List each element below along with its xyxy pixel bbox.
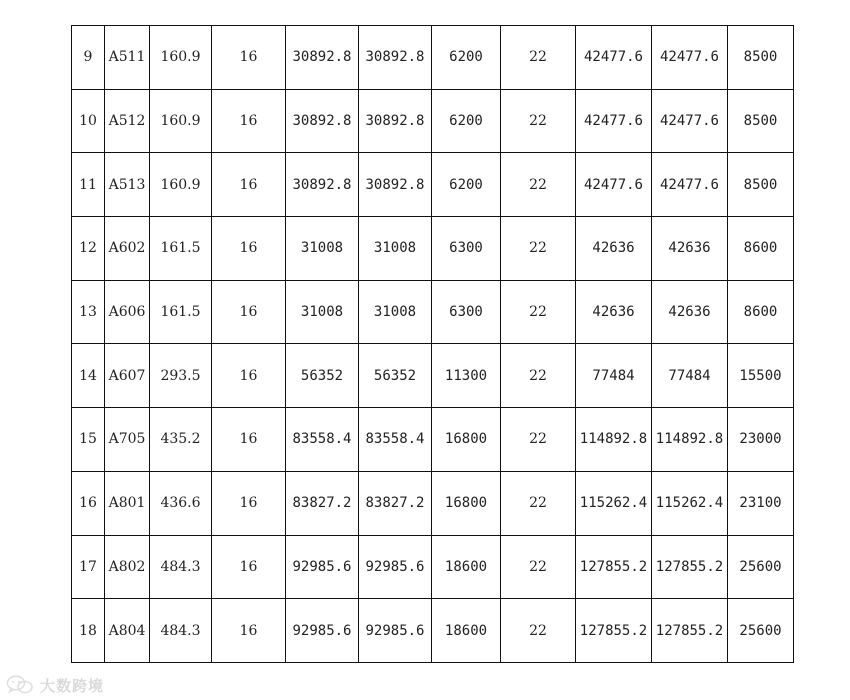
cell-value-6: 8500 (728, 153, 794, 217)
cell-rate-1: 16 (212, 280, 286, 344)
cell-value-3: 18600 (432, 599, 501, 663)
cell-value-2: 92985.6 (359, 535, 432, 599)
cell-value-5: 42636 (652, 217, 728, 281)
cell-value-2: 92985.6 (359, 599, 432, 663)
cell-area: 161.5 (150, 217, 212, 281)
cell-unit: A513 (105, 153, 150, 217)
cell-index: 17 (72, 535, 105, 599)
cell-rate-1: 16 (212, 153, 286, 217)
table-body (72, 26, 794, 663)
cell-value-4: 42477.6 (576, 89, 652, 153)
cell-area: 435.2 (150, 408, 212, 472)
cell-index: 13 (72, 280, 105, 344)
cell-value-1: 83827.2 (286, 471, 359, 535)
cell-rate-1: 16 (212, 217, 286, 281)
cell-rate-1: 16 (212, 471, 286, 535)
table-row (72, 344, 794, 408)
cell-rate-2: 22 (501, 599, 576, 663)
cell-index: 14 (72, 344, 105, 408)
cell-value-6: 15500 (728, 344, 794, 408)
cell-index: 10 (72, 89, 105, 153)
cell-value-2: 83827.2 (359, 471, 432, 535)
cell-unit: A511 (105, 26, 150, 90)
cell-value-5: 77484 (652, 344, 728, 408)
table-row (72, 280, 794, 344)
cell-value-4: 115262.4 (576, 471, 652, 535)
cell-value-4: 42636 (576, 280, 652, 344)
cell-index: 16 (72, 471, 105, 535)
cell-value-1: 83558.4 (286, 408, 359, 472)
cell-unit: A804 (105, 599, 150, 663)
cell-value-6: 23100 (728, 471, 794, 535)
cell-rate-2: 22 (501, 344, 576, 408)
cell-rate-1: 16 (212, 89, 286, 153)
cell-area: 160.9 (150, 153, 212, 217)
cell-value-6: 8600 (728, 217, 794, 281)
table-row (72, 599, 794, 663)
cell-value-2: 56352 (359, 344, 432, 408)
cell-value-2: 30892.8 (359, 26, 432, 90)
cell-rate-2: 22 (501, 280, 576, 344)
cell-value-2: 31008 (359, 280, 432, 344)
cell-value-1: 31008 (286, 280, 359, 344)
cell-value-1: 92985.6 (286, 535, 359, 599)
cell-index: 15 (72, 408, 105, 472)
cell-value-6: 25600 (728, 535, 794, 599)
cell-rate-2: 22 (501, 471, 576, 535)
cell-value-2: 83558.4 (359, 408, 432, 472)
cell-rate-1: 16 (212, 26, 286, 90)
cell-value-3: 16800 (432, 471, 501, 535)
cell-rate-1: 16 (212, 599, 286, 663)
cell-rate-1: 16 (212, 535, 286, 599)
cell-value-3: 6200 (432, 89, 501, 153)
cell-area: 293.5 (150, 344, 212, 408)
table-row (72, 153, 794, 217)
cell-value-5: 115262.4 (652, 471, 728, 535)
cell-rate-2: 22 (501, 89, 576, 153)
cell-area: 161.5 (150, 280, 212, 344)
cell-value-4: 114892.8 (576, 408, 652, 472)
cell-value-3: 6200 (432, 26, 501, 90)
cell-value-3: 6300 (432, 217, 501, 281)
cell-area: 160.9 (150, 26, 212, 90)
cell-value-5: 42477.6 (652, 26, 728, 90)
table-row (72, 26, 794, 90)
cell-rate-2: 22 (501, 408, 576, 472)
cell-value-1: 30892.8 (286, 153, 359, 217)
cell-value-1: 31008 (286, 217, 359, 281)
cell-index: 11 (72, 153, 105, 217)
cell-area: 436.6 (150, 471, 212, 535)
cell-rate-2: 22 (501, 217, 576, 281)
cell-value-2: 31008 (359, 217, 432, 281)
cell-value-1: 56352 (286, 344, 359, 408)
cell-value-6: 25600 (728, 599, 794, 663)
cell-unit: A606 (105, 280, 150, 344)
cell-value-1: 92985.6 (286, 599, 359, 663)
cell-rate-2: 22 (501, 535, 576, 599)
wechat-logo-icon (6, 675, 36, 695)
data-table-container (71, 25, 793, 662)
table-row (72, 217, 794, 281)
cell-area: 160.9 (150, 89, 212, 153)
cell-value-6: 23000 (728, 408, 794, 472)
cell-unit: A802 (105, 535, 150, 599)
cell-rate-2: 22 (501, 26, 576, 90)
cell-unit: A602 (105, 217, 150, 281)
cell-value-3: 6300 (432, 280, 501, 344)
cell-value-6: 8600 (728, 280, 794, 344)
cell-unit: A705 (105, 408, 150, 472)
cell-value-3: 6200 (432, 153, 501, 217)
cell-value-3: 11300 (432, 344, 501, 408)
cell-value-5: 42477.6 (652, 153, 728, 217)
cell-value-2: 30892.8 (359, 153, 432, 217)
cell-value-6: 8500 (728, 89, 794, 153)
cell-value-5: 114892.8 (652, 408, 728, 472)
cell-value-5: 42477.6 (652, 89, 728, 153)
cell-unit: A801 (105, 471, 150, 535)
cell-area: 484.3 (150, 535, 212, 599)
table-row (72, 471, 794, 535)
cell-value-4: 42477.6 (576, 26, 652, 90)
cell-value-2: 30892.8 (359, 89, 432, 153)
table-row (72, 89, 794, 153)
cell-unit: A512 (105, 89, 150, 153)
cell-value-4: 127855.2 (576, 599, 652, 663)
cell-value-5: 127855.2 (652, 599, 728, 663)
table-row (72, 535, 794, 599)
cell-index: 9 (72, 26, 105, 90)
cell-rate-2: 22 (501, 153, 576, 217)
cell-value-4: 77484 (576, 344, 652, 408)
watermark-text: 大数跨境 (40, 676, 105, 695)
cell-value-4: 127855.2 (576, 535, 652, 599)
data-table (71, 25, 794, 663)
cell-value-1: 30892.8 (286, 26, 359, 90)
cell-value-5: 42636 (652, 280, 728, 344)
cell-value-5: 127855.2 (652, 535, 728, 599)
cell-value-4: 42636 (576, 217, 652, 281)
cell-value-3: 16800 (432, 408, 501, 472)
cell-index: 12 (72, 217, 105, 281)
cell-index: 18 (72, 599, 105, 663)
cell-area: 484.3 (150, 599, 212, 663)
watermark (6, 674, 104, 696)
cell-value-3: 18600 (432, 535, 501, 599)
table-row (72, 408, 794, 472)
cell-rate-1: 16 (212, 344, 286, 408)
cell-value-4: 42477.6 (576, 153, 652, 217)
cell-value-6: 8500 (728, 26, 794, 90)
cell-rate-1: 16 (212, 408, 286, 472)
cell-value-1: 30892.8 (286, 89, 359, 153)
cell-unit: A607 (105, 344, 150, 408)
